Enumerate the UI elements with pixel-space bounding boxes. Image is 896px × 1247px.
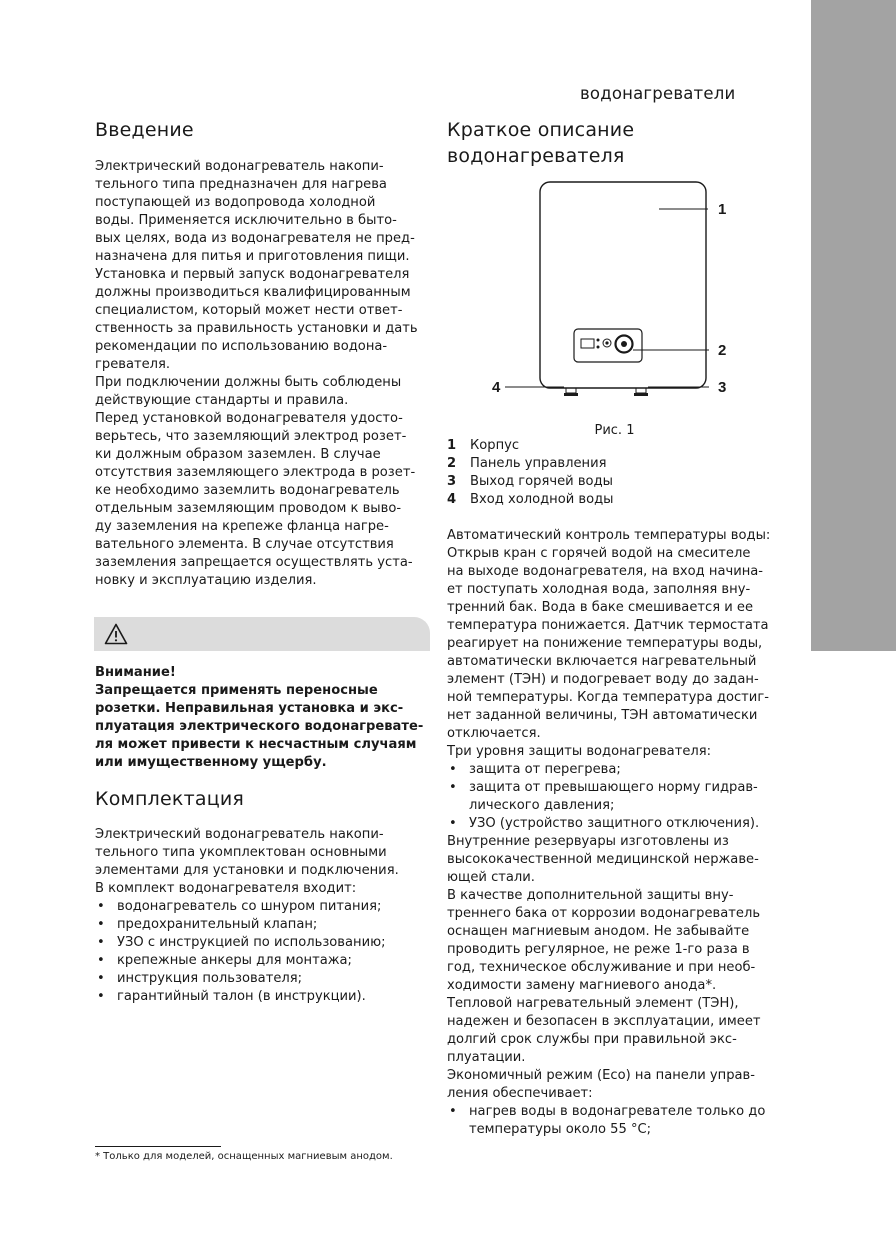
warning-icon [104,623,128,645]
protection-intro: Три уровня защиты водонагревателя: [447,744,712,759]
legend-item: 2 Панель управления [447,456,607,471]
kit-item: • инструкция пользователя; [95,970,430,988]
warning-banner [94,617,430,651]
section-header: водонагреватели [580,84,736,103]
auto-control-paragraph: Автоматический контроль температуры воды: Открыв кран с горячей водой на смесителе на выходе водонагревателя, на вход начина- ет поступать холодная вода, заполняя вну- тренний бак. Вода в баке смешивается и ее температура понижается. Датчик термостата реагирует на понижение температуры воды, автоматически включается нагревательный элемент (ТЭН) и подогревает воду до задан- ной температуры. Когда температура достиг- нет заданной величины, ТЭН автоматически отключается. [447,528,771,741]
callout-3: 3 [718,379,727,396]
water-heater-diagram [447,181,782,411]
anode-paragraph: В качестве дополнительной защиты вну- треннего бака от коррозии водонагреватель оснащен магниевым анодом. Не забывайте проводить регулярное, не реже 1-го раза в год, техническое обслуживание и при необ- ходимости замену магниевого анода*. [447,888,761,993]
callout-1: 1 [718,201,727,218]
kit-list [95,898,430,1006]
figure-caption: Рис. 1 [594,423,635,438]
kit-item: • гарантийный талон (в инструкции). [95,988,430,1006]
protection-item: • УЗО (устройство защитного отключения). [447,815,782,833]
footnote-rule [95,1146,221,1147]
kit-paragraph: Электрический водонагреватель накопи- тельного типа укомплектован основными элементами для установки и подключения. В комплект водонагревателя входит: [95,827,399,896]
legend-item: 1 Корпус [447,438,520,453]
footnote: * Только для моделей, оснащенных магниевым анодом. [95,1151,393,1162]
description-title: Краткое описание водонагревателя [447,119,635,167]
protection-item: • защита от перегрева; [447,761,782,779]
intro-paragraph: Перед установкой водонагревателя удосто- верьтесь, что заземляющий электрод розет- ки должным образом заземлен. В случае отсутствия заземляющего электрода в розет- ке необходимо заземлить водонагреватель отдельным заземляющим проводом к выво- ду заземления на крепеже фланца нагре- вательного элемента. В случае отсутствия заземления запрещается осуществлять уста- новку и эксплуатацию изделия. [95,411,416,588]
figure-1 [447,181,782,438]
warning-body: Запрещается применять переносные розетки. Неправильная установка и экс- плуатация электрического водонагревате- ля может привести к несчастным случаям или имущественному ущербу. [95,683,424,770]
legend-item: 3 Выход горячей воды [447,474,613,489]
warning-text [95,664,430,772]
tanks-paragraph: Внутренние резервуары изготовлены из высококачественной медицинской нержаве- ющей стали. [447,834,759,885]
right-column [447,117,782,1139]
intro-text [95,158,430,590]
kit-item: • предохранительный клапан; [95,916,430,934]
eco-paragraph: Экономичный режим (Eco) на панели управ- ления обеспечивает: [447,1068,755,1101]
protection-item: • защита от превышающего норму гидрав- лического давления; [447,779,782,815]
callout-4: 4 [492,379,501,396]
intro-paragraph: При подключении должны быть соблюдены действующие стандарты и правила. [95,375,402,408]
intro-title: Введение [95,119,194,141]
eco-list [447,1103,782,1139]
left-column [95,117,430,1006]
kit-title: Комплектация [95,788,245,810]
legend-item: 4 Вход холодной воды [447,492,614,507]
section-tab [811,0,896,651]
protection-list [447,761,782,833]
kit-item: • водонагреватель со шнуром питания; [95,898,430,916]
intro-paragraph: Электрический водонагреватель накопи- тельного типа предназначен для нагрева поступающей из водопровода холодной воды. Применяется исключительно в быто- вых целях, вода из водонагревателя не пред- назначена для питья и приготовления пищи. Установка и первый запуск водонагревателя должны производиться квалифицированным специалистом, который может нести ответ- ственность за правильность установки и дать рекомендации по использованию водона- гревателя. [95,159,418,372]
warning-title: Внимание! [95,665,176,680]
figure-legend [447,437,782,509]
kit-item: • УЗО с инструкцией по использованию; [95,934,430,952]
callout-2: 2 [718,342,727,359]
kit-item: • крепежные анкеры для монтажа; [95,952,430,970]
heating-element-paragraph: Тепловой нагревательный элемент (ТЭН), надежен и безопасен в эксплуатации, имеет долгий срок службы при правильной экс- плуатации. [447,996,761,1065]
eco-item: • нагрев воды в водонагревателе только до температуры около 55 °C; [447,1103,782,1139]
